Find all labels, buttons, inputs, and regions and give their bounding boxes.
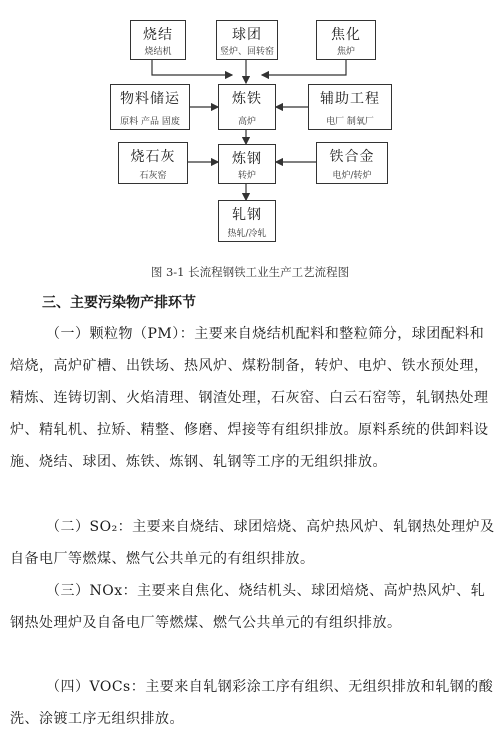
box-ferroalloy-sub: 电炉/转炉 <box>332 171 372 181</box>
box-coking-title: 焦化 <box>331 27 361 43</box>
paragraph-pm: （一）颗粒物（PM）：主要来自烧结机配料和整粒筛分，球团配料和焙烧，高炉矿槽、出铁场、热风炉、煤粉制备，转炉、电炉、铁水预处理，精炼、连铸切割、火焰清理、钢渣处理，石灰窑、白云石窑等，轧钢热处理炉、精轧机、拉矫、精整、修磨、焊接等有组织排放。原料系统的供卸料设施、烧结、球团、炼铁、炼钢、轧钢等工序的无组织排放。 <box>10 326 489 470</box>
box-lime <box>118 142 188 184</box>
box-coking-sub: 焦炉 <box>336 47 355 57</box>
box-rolling-title: 轧钢 <box>232 207 262 223</box>
box-sinter <box>130 20 186 60</box>
box-rolling-sub: 热轧/冷轧 <box>227 229 267 239</box>
box-ironmaking-sub: 高炉 <box>237 117 256 127</box>
box-ferroalloy <box>316 142 388 184</box>
box-coking <box>316 20 376 60</box>
figure-caption: 图 3-1 长流程钢铁工业生产工艺流程图 <box>150 265 350 279</box>
box-rolling <box>218 200 276 242</box>
process-flow-diagram <box>0 0 500 250</box>
box-lime-title: 烧石灰 <box>130 149 176 165</box>
box-sinter-sub: 烧结机 <box>144 47 172 57</box>
box-auxiliary-title: 辅助工程 <box>320 91 380 107</box>
paragraph-vocs: （四）VOCs：主要来自轧钢彩涂工序有组织、无组织排放和轧钢的酸洗、涂镀工序无组织排放。 <box>10 679 494 727</box>
box-ironmaking <box>218 84 276 130</box>
box-ferroalloy-title: 铁合金 <box>329 149 375 165</box>
box-pellet-sub: 竖炉、回转窑 <box>219 47 274 57</box>
box-steelmaking-sub: 转炉 <box>237 171 256 181</box>
box-pellet <box>216 20 278 60</box>
box-material-sub: 原料 产品 固废 <box>120 117 180 127</box>
paragraph-so2: （二）SO₂：主要来自烧结、球团焙烧、高炉热风炉、轧钢热处理炉及自备电厂等燃煤、燃气公共单元的有组织排放。 <box>10 519 495 567</box>
section-heading: 三、主要污染物产排环节 <box>42 295 196 311</box>
box-material <box>110 84 190 130</box>
paragraph-nox: （三）NOx：主要来自焦化、烧结机头、球团焙烧、高炉热风炉、轧钢热处理炉及自备电厂等燃煤、燃气公共单元的有组织排放。 <box>10 583 486 631</box>
box-lime-sub: 石灰窑 <box>139 171 167 181</box>
box-auxiliary <box>308 84 392 130</box>
box-pellet-title: 球团 <box>232 27 262 43</box>
box-steelmaking <box>218 144 276 184</box>
box-sinter-title: 烧结 <box>143 27 173 43</box>
box-auxiliary-sub: 电厂 制氧厂 <box>326 117 374 127</box>
box-steelmaking-title: 炼钢 <box>232 151 262 167</box>
box-material-title: 物料储运 <box>120 91 180 107</box>
box-ironmaking-title: 炼铁 <box>232 91 262 107</box>
